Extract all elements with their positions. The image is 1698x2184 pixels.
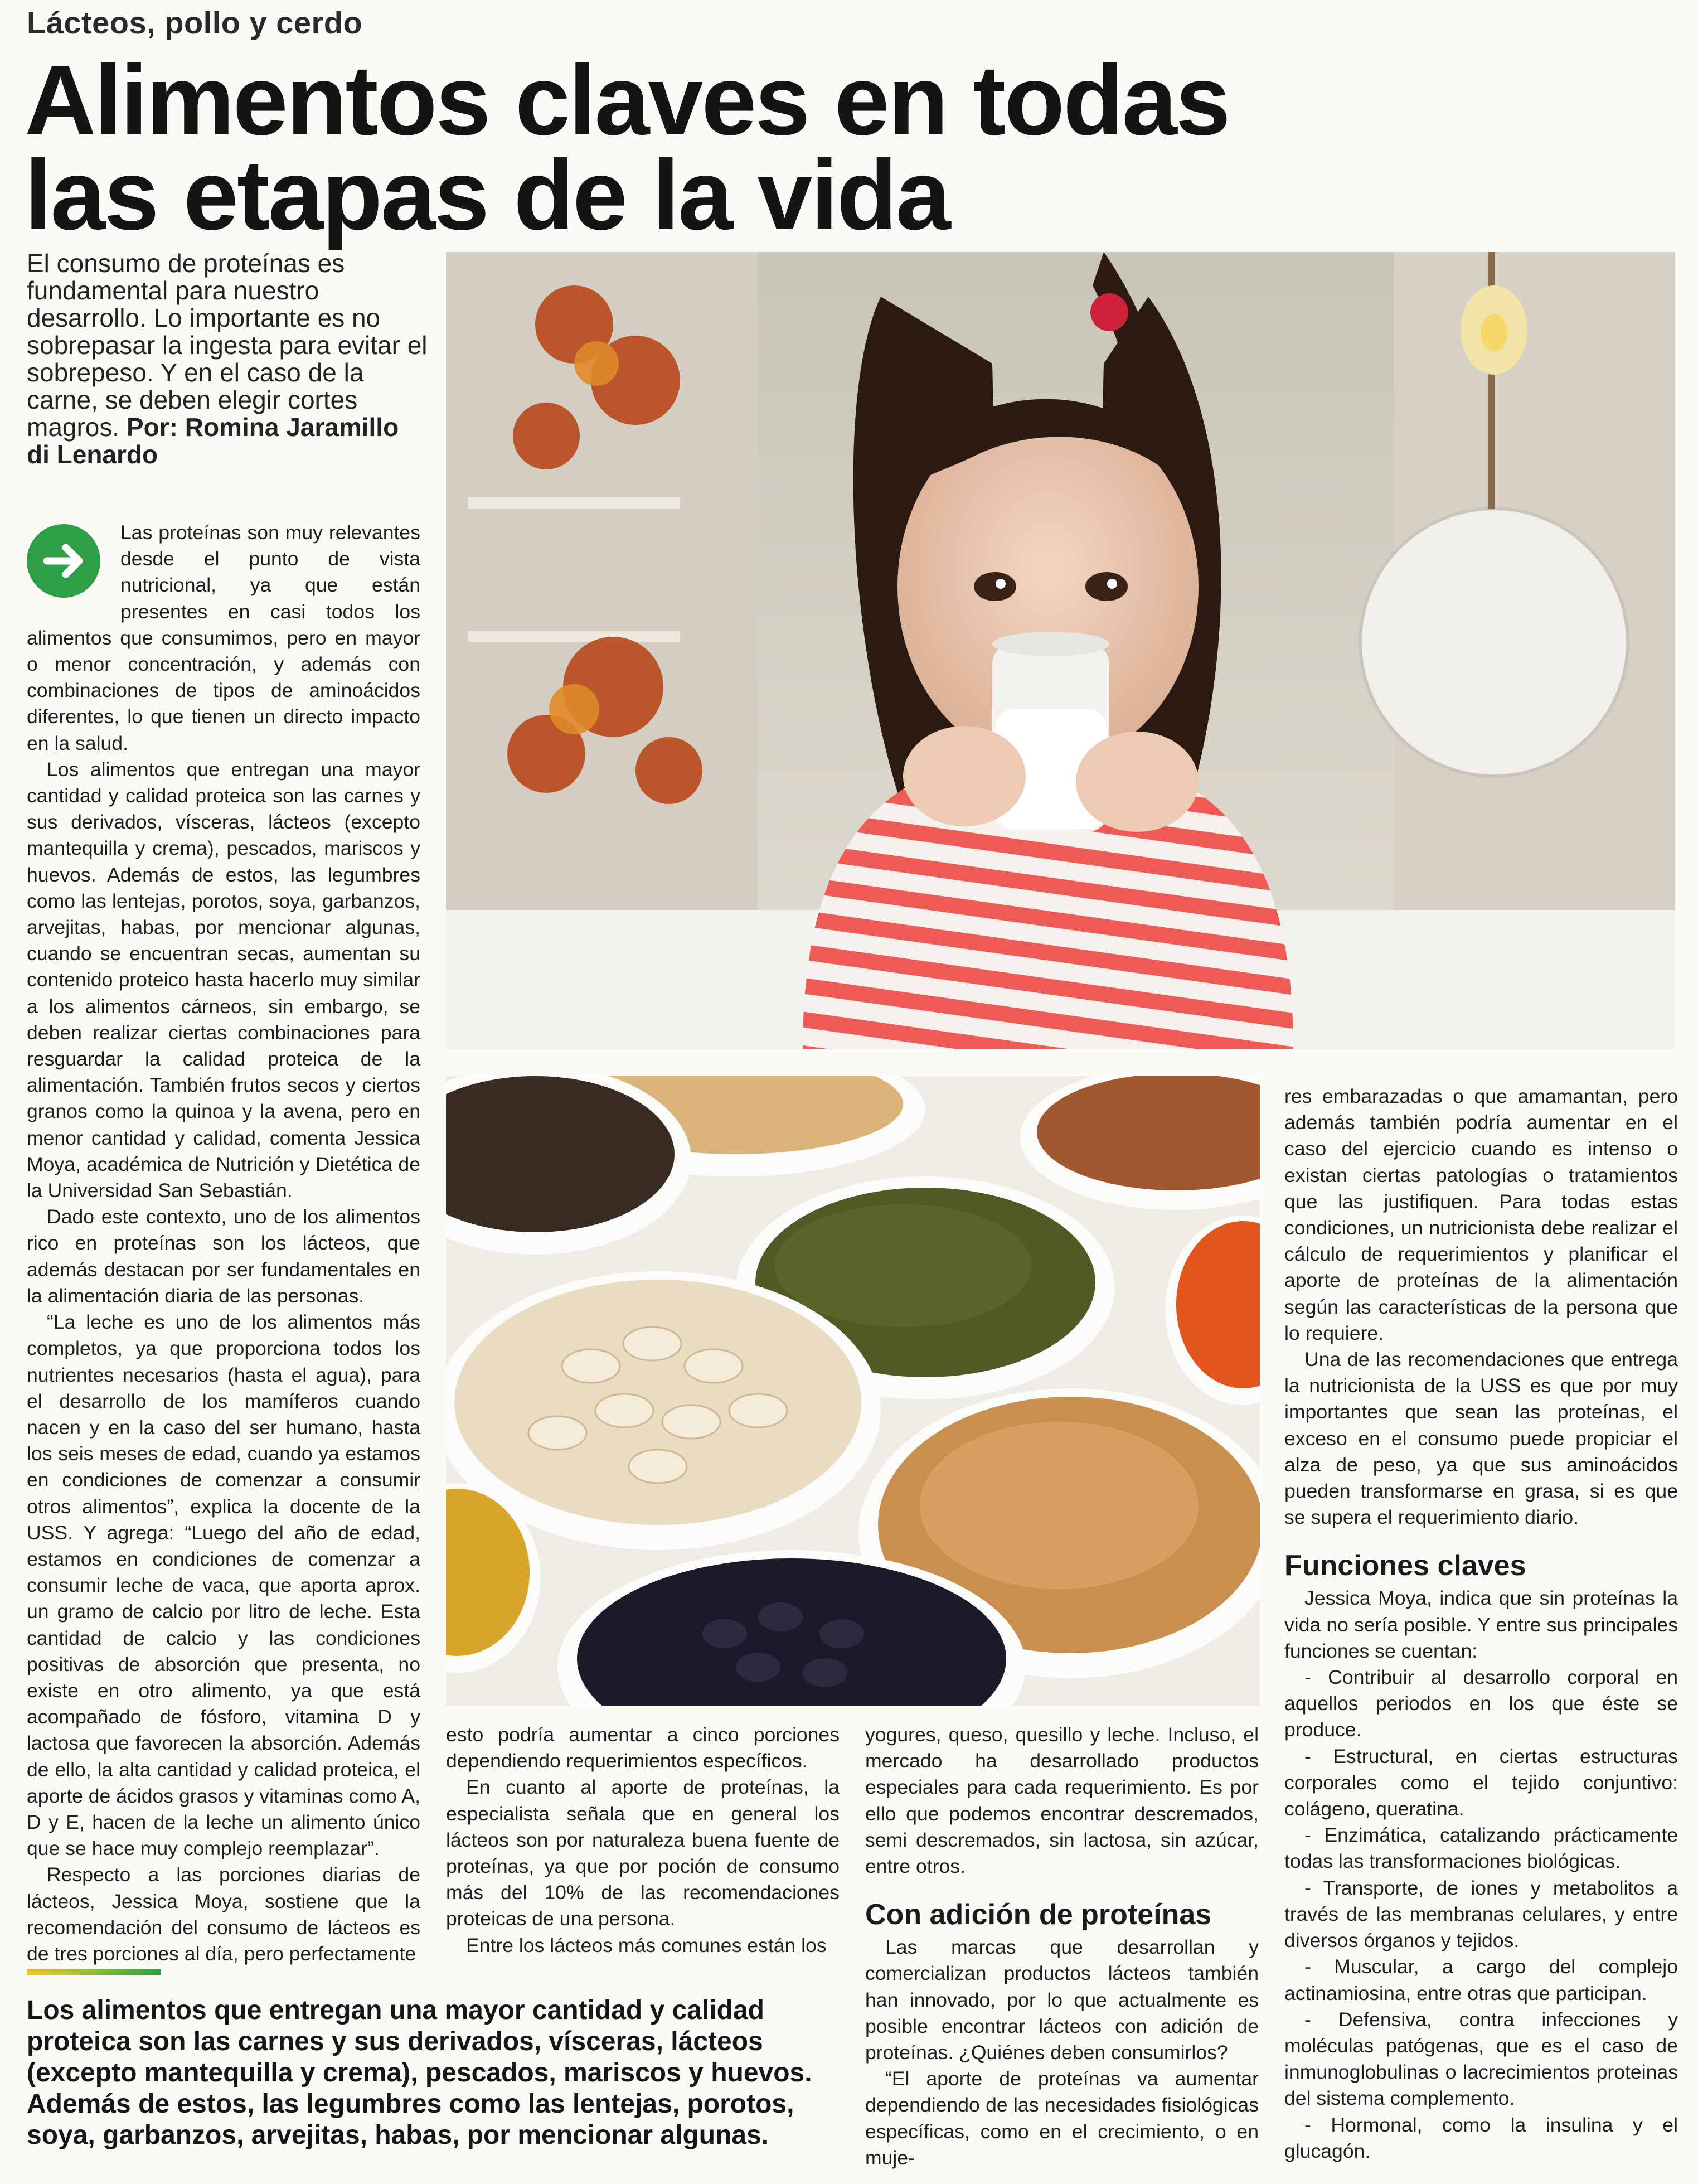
function-item: - Muscular, a cargo del complejo actinamiosina, entre otras que participan. xyxy=(1284,1955,1678,2004)
col2-paragraph: En cuanto al aporte de proteínas, la especialista señala que en general los lácteos son por naturaleza buena fuente de proteínas, ya que por poción de consumo más del 10% de las recomendaciones proteicas de una persona. xyxy=(446,1776,840,1930)
function-item: - Defensiva, contra infecciones y moléculas patógenas, que es el caso de inmunoglobulinas o lacrecimientos proteinas del sistema complemento. xyxy=(1284,2008,1678,2110)
function-item: - Transporte, de iones y metabolitos a través de las membranas celulares, y entre diversos órganos y tejidos. xyxy=(1284,1876,1678,1952)
pullquote-accent-bar xyxy=(27,1969,161,1975)
legumes-bowls-photo xyxy=(446,1076,1260,1706)
arrow-icon-spacer xyxy=(27,520,120,603)
girl-drinking-milk-photo xyxy=(446,252,1675,1049)
col2-paragraph: Entre los lácteos más comunes están los xyxy=(466,1934,827,1957)
col1-paragraph: Los alimentos que entregan una mayor cantidad y calidad proteica son las carnes y sus derivados, vísceras, lácteos (excepto mantequilla y crema), pescados, mariscos y huevos. Además de estos, las legumbres como las lentejas, porotos, soya, garbanzos, arvejitas, habas, por mencionar algunas, cuando se encuentran secas, aumentan su contenido proteico hasta hacerlo muy similar a los alimentos cárneos, sin embargo, se deben realizar ciertas combinaciones para resguardar la calidad proteica de la alimentación. También frutos secos y ciertos granos como la quinoa y la avena, pero en menor cantidad y calidad, comenta Jessica Moya, académica de Nutrición y Dietética de la Universidad San Sebastián. xyxy=(27,758,420,1202)
col4-paragraph: res embarazadas o que amamantan, pero además también podría aumentar en el caso del ejercicio cuando es intenso o existan ciertas patologías o tratamientos que las justifiquen. Para todas estas condiciones, un nutricionista debe realizar el cálculo de requerimientos y planificar el aporte de proteínas de la alimentación según las características de la persona que lo requiere. xyxy=(1284,1085,1678,1344)
col4-paragraph: Jessica Moya, indica que sin proteínas la vida no sería posible. Y entre sus principales funciones se cuentan: xyxy=(1284,1587,1678,1662)
lead-text: El consumo de proteínas es fundamental para nuestro desarrollo. Lo importante es no sobrepasar la ingesta para evitar el sobrepeso. Y en el caso de la carne, se deben elegir cortes magros. xyxy=(27,249,428,442)
function-item: - Hormonal, como la insulina y el glucagón. xyxy=(1284,2113,1678,2162)
column-3 xyxy=(865,1722,1259,2171)
function-item: - Contribuir al desarrollo corporal en aquellos periodos en los que éste se produce. xyxy=(1284,1666,1678,1741)
headline-line-1: Alimentos claves en todas xyxy=(25,45,1229,156)
col1-paragraph: Las proteínas son muy relevantes desde el punto de vista nutricional, ya que están presentes en casi todos los alimentos que consumimos, pero en mayor o menor concentración, y además con combinaciones de tipos de aminoácidos diferentes, lo que tienen un directo impacto en la salud. xyxy=(27,521,420,754)
headline xyxy=(25,45,1307,250)
subhead-funciones-claves: Funciones claves xyxy=(1284,1549,1526,1582)
function-item: - Estructural, en ciertas estructuras corporales como el tejido conjuntivo: colágeno, queratina. xyxy=(1284,1745,1678,1820)
headline-line-2: las etapas de la vida xyxy=(25,139,949,250)
column-1 xyxy=(27,520,420,1967)
pullquote: Los alimentos que entregan una mayor cantidad y calidad proteica son las carnes y sus derivados, vísceras, lácteos (excepto mantequilla y crema), pescados, mariscos y huevos. Además de estos, las legumbres como las lentejas, porotos, soya, garbanzos, arvejitas, habas, por mencionar algunas. xyxy=(27,1996,812,2150)
byline: Por: Romina Jaramillo di Lenardo xyxy=(27,413,399,469)
col1-paragraph: Dado este contexto, uno de los alimentos rico en proteínas son los lácteos, que además destacan por ser fundamentales en la alimentación diaria de las personas. xyxy=(27,1205,420,1307)
col4-paragraph: Una de las recomendaciones que entrega la nutricionista de la USS es que por muy importantes que sean las proteínas, el exceso en el consumo puede propiciar el alza de peso, ya que sus aminoácidos pueden transformarse en grasa, si es que se supera el requerimiento diario. xyxy=(1284,1348,1678,1529)
col3-paragraph: “El aporte de proteínas va aumentar dependiendo de las necesidades fisiológicas específicas, como en el crecimiento, o en muje- xyxy=(865,2067,1259,2169)
col2-paragraph: esto podría aumentar a cinco porciones dependiendo requerimientos específicos. xyxy=(446,1723,840,1773)
kicker: Lácteos, pollo y cerdo xyxy=(27,5,363,40)
col1-paragraph: “La leche es uno de los alimentos más completos, ya que proporciona todos los nutrientes necesarios (hasta el agua), para el desarrollo de los mamíferos cuando nacen y en la caso del ser humano, hasta los seis meses de edad, cuando ya estamos en condiciones de comenzar a consumir otros alimentos”, explica la docente de la USS. Y agrega: “Luego del año de edad, estamos en condiciones de comenzar a consumir leche de vaca, que aporta aprox. un gramo de calcio por litro de leche. Esta cantidad de calcio y las condiciones positivas de absorción que presenta, no existe en otro alimento, ya que está acompañado de fósforo, vitamina D y lactosa que favorecen la absorción. Además de ello, la alta cantidad y calidad proteica, el aporte de ácidos grasos y vitaminas como A, D y E, hacen de la leche un alimento único que se hace muy complejo reemplazar”. xyxy=(27,1311,420,1860)
column-4 xyxy=(1284,1083,1678,2164)
lead-paragraph xyxy=(27,250,428,468)
col3-paragraph: yogures, queso, quesillo y leche. Incluso, el mercado ha desarrollado productos especiales para cada requerimiento. Es por ello que podemos encontrar descremados, semi descremados, sin lactosa, sin azúcar, entre otros. xyxy=(865,1723,1259,1878)
subhead-con-adicion: Con adición de proteínas xyxy=(865,1899,1212,1931)
function-item: - Enzimática, catalizando prácticamente todas las transformaciones biológicas. xyxy=(1284,1824,1678,1873)
col1-paragraph: Respecto a las porciones diarias de lácteos, Jessica Moya, sostiene que la recomendación del consumo de lácteos es de tres porciones al día, pero perfectamente xyxy=(27,1863,420,1965)
legumes-photo-art xyxy=(446,1076,1260,1706)
girl-photo-art xyxy=(446,252,1675,1049)
column-2 xyxy=(446,1722,840,1959)
col3-paragraph: Las marcas que desarrollan y comercializan productos lácteos también han innovado, por lo que actualmente es posible encontrar lácteos con adición de proteínas. ¿Quiénes deben consumirlos? xyxy=(865,1936,1259,2064)
